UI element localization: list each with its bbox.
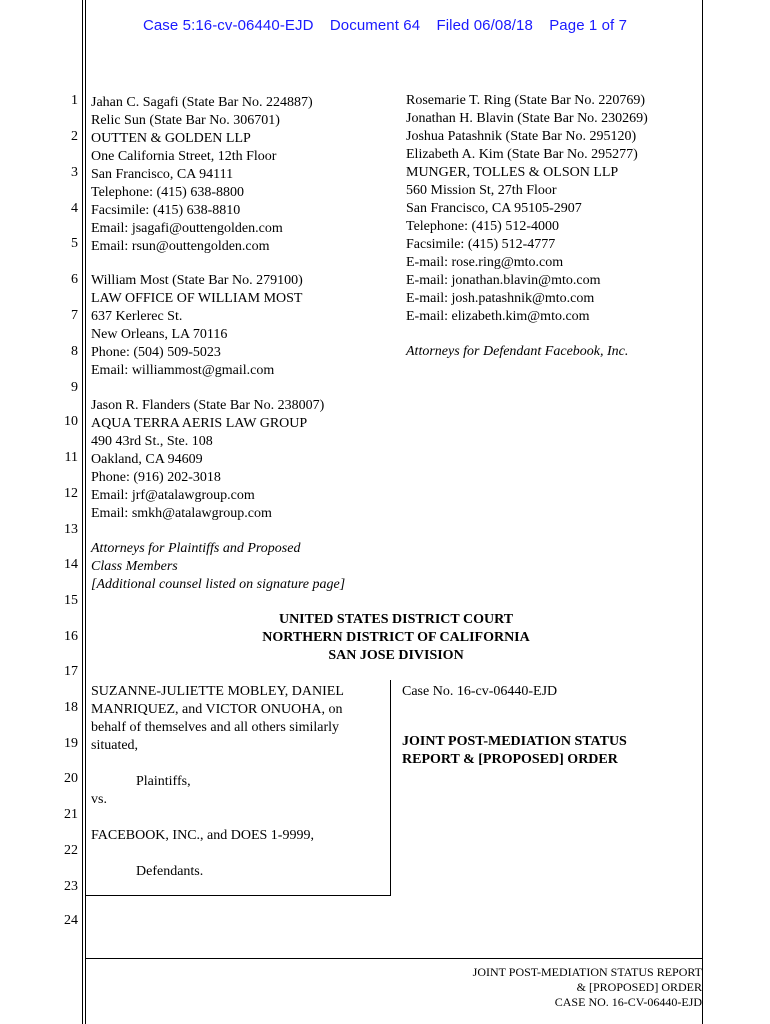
- counsel-line: Elizabeth A. Kim (State Bar No. 295277): [406, 147, 638, 162]
- counsel-line: San Francisco, CA 94111: [91, 167, 234, 182]
- counsel-line: William Most (State Bar No. 279100): [91, 273, 303, 288]
- case-caption-parties: [91, 683, 381, 881]
- counsel-line: Email: rsun@outtengolden.com: [91, 239, 270, 254]
- line-number: 8: [71, 344, 78, 359]
- court-name: UNITED STATES DISTRICT COURT: [278, 612, 514, 627]
- line-number: 4: [71, 201, 78, 216]
- defendant-attorneys-designation: Attorneys for Defendant Facebook, Inc.: [406, 344, 629, 359]
- counsel-line: 637 Kerlerec St.: [91, 309, 183, 324]
- counsel-line: E-mail: jonathan.blavin@mto.com: [406, 273, 601, 288]
- line-number: 23: [64, 879, 78, 894]
- counsel-line: Relic Sun (State Bar No. 306701): [91, 113, 280, 128]
- counsel-line: One California Street, 12th Floor: [91, 149, 277, 164]
- header-case-number: Case 5:16-cv-06440-EJD: [142, 17, 314, 34]
- line-number: 24: [64, 913, 78, 928]
- counsel-line: Rosemarie T. Ring (State Bar No. 220769): [406, 93, 645, 108]
- counsel-line: OUTTEN & GOLDEN LLP: [91, 131, 251, 146]
- counsel-line: AQUA TERRA AERIS LAW GROUP: [91, 416, 308, 431]
- line-number: 11: [64, 450, 78, 465]
- case-caption-title: [402, 683, 702, 769]
- versus: vs.: [91, 792, 107, 807]
- counsel-line: E-mail: elizabeth.kim@mto.com: [406, 309, 590, 324]
- counsel-line: Telephone: (415) 638-8800: [91, 185, 244, 200]
- counsel-line: Email: jsagafi@outtengolden.com: [91, 221, 283, 236]
- counsel-line: Jason R. Flanders (State Bar No. 238007): [91, 398, 325, 413]
- line-number: 15: [64, 593, 78, 608]
- counsel-line: Phone: (504) 509-5023: [91, 345, 221, 360]
- line-number: 5: [71, 236, 78, 251]
- counsel-line: Phone: (916) 202-3018: [91, 470, 221, 485]
- line-number: 7: [71, 308, 78, 323]
- line-number: 16: [64, 629, 78, 644]
- counsel-line: E-mail: josh.patashnik@mto.com: [406, 291, 595, 306]
- plaintiff-counsel-aqua-terra: [91, 397, 324, 523]
- header-document-number: Document 64: [329, 17, 421, 34]
- counsel-line: Email: jrf@atalawgroup.com: [91, 488, 255, 503]
- defendants-label: Defendants.: [136, 864, 204, 879]
- plaintiffs-label: Plaintiffs,: [136, 774, 191, 789]
- party-line: MANRIQUEZ, and VICTOR ONUOHA, on: [91, 702, 343, 717]
- counsel-line: 490 43rd St., Ste. 108: [91, 434, 213, 449]
- defendants-names: FACEBOOK, INC., and DOES 1-9999,: [91, 828, 314, 843]
- counsel-line: San Francisco, CA 95105-2907: [406, 201, 582, 216]
- line-number: 9: [71, 380, 78, 395]
- header-filed-date: Filed 06/08/18: [436, 17, 533, 34]
- page-footer: [473, 965, 702, 1010]
- left-margin-rule-inner: [85, 0, 86, 1024]
- line-number: 10: [64, 414, 78, 429]
- caption-divider-vertical: [390, 680, 391, 896]
- footer-line: JOINT POST-MEDIATION STATUS REPORT: [472, 965, 702, 979]
- line-number: 19: [64, 736, 78, 751]
- counsel-line: Jahan C. Sagafi (State Bar No. 224887): [91, 95, 313, 110]
- party-line: situated,: [91, 738, 139, 753]
- plaintiff-counsel-william-most: [91, 272, 303, 380]
- line-number: 12: [64, 486, 78, 501]
- plaintiff-counsel-outten-golden: [91, 94, 313, 256]
- left-margin-rule-outer: [82, 0, 83, 1024]
- counsel-line: Oakland, CA 94609: [91, 452, 203, 467]
- party-line: behalf of themselves and all others similarly: [91, 720, 340, 735]
- footer-line: CASE NO. 16-CV-06440-EJD: [554, 995, 702, 1009]
- counsel-line: Email: smkh@atalawgroup.com: [91, 506, 272, 521]
- counsel-line: Facsimile: (415) 638-8810: [91, 203, 241, 218]
- counsel-line: MUNGER, TOLLES & OLSON LLP: [406, 165, 619, 180]
- line-number: 1: [71, 93, 78, 108]
- document-title: [402, 733, 702, 769]
- case-number: Case No. 16-cv-06440-EJD: [402, 684, 558, 699]
- document-title-line: JOINT POST-MEDIATION STATUS: [402, 734, 627, 749]
- footer-rule: [85, 958, 702, 959]
- court-district: NORTHERN DISTRICT OF CALIFORNIA: [262, 630, 530, 645]
- line-number: 21: [64, 807, 78, 822]
- line-number: 17: [64, 664, 78, 679]
- counsel-line: Joshua Patashnik (State Bar No. 295120): [406, 129, 637, 144]
- header-page-count: Page 1 of 7: [549, 17, 628, 34]
- counsel-line: LAW OFFICE OF WILLIAM MOST: [91, 291, 303, 306]
- plaintiff-attorneys-designation: [91, 540, 345, 594]
- line-number: 22: [64, 843, 78, 858]
- counsel-line: Facsimile: (415) 512-4777: [406, 237, 556, 252]
- line-number: 3: [71, 165, 78, 180]
- plaintiffs-names: [91, 683, 381, 755]
- court-division: SAN JOSE DIVISION: [328, 648, 464, 663]
- counsel-line: Telephone: (415) 512-4000: [406, 219, 559, 234]
- attorneys-for-line: Class Members: [91, 559, 178, 574]
- counsel-line: Jonathan H. Blavin (State Bar No. 230269): [406, 111, 648, 126]
- document-title-line: REPORT & [PROPOSED] ORDER: [402, 752, 618, 767]
- ecf-header: [0, 17, 770, 34]
- counsel-line: 560 Mission St, 27th Floor: [406, 183, 557, 198]
- counsel-line: Email: williammost@gmail.com: [91, 363, 275, 378]
- line-number: 14: [64, 557, 78, 572]
- caption-divider-horizontal: [85, 895, 391, 896]
- attorneys-for-line: Attorneys for Plaintiffs and Proposed: [91, 541, 301, 556]
- attorneys-for-line: [Additional counsel listed on signature page]: [91, 577, 346, 592]
- right-margin-rule: [702, 0, 703, 1024]
- counsel-line: New Orleans, LA 70116: [91, 327, 228, 342]
- line-number: 20: [64, 771, 78, 786]
- line-number: 13: [64, 522, 78, 537]
- court-heading: [91, 611, 701, 665]
- party-line: SUZANNE-JULIETTE MOBLEY, DANIEL: [91, 684, 344, 699]
- footer-line: & [PROPOSED] ORDER: [576, 980, 702, 994]
- line-number: 2: [71, 129, 78, 144]
- counsel-line: E-mail: rose.ring@mto.com: [406, 255, 564, 270]
- defendant-counsel-munger-tolles: [406, 92, 648, 326]
- line-number: 6: [71, 272, 78, 287]
- line-number: 18: [64, 700, 78, 715]
